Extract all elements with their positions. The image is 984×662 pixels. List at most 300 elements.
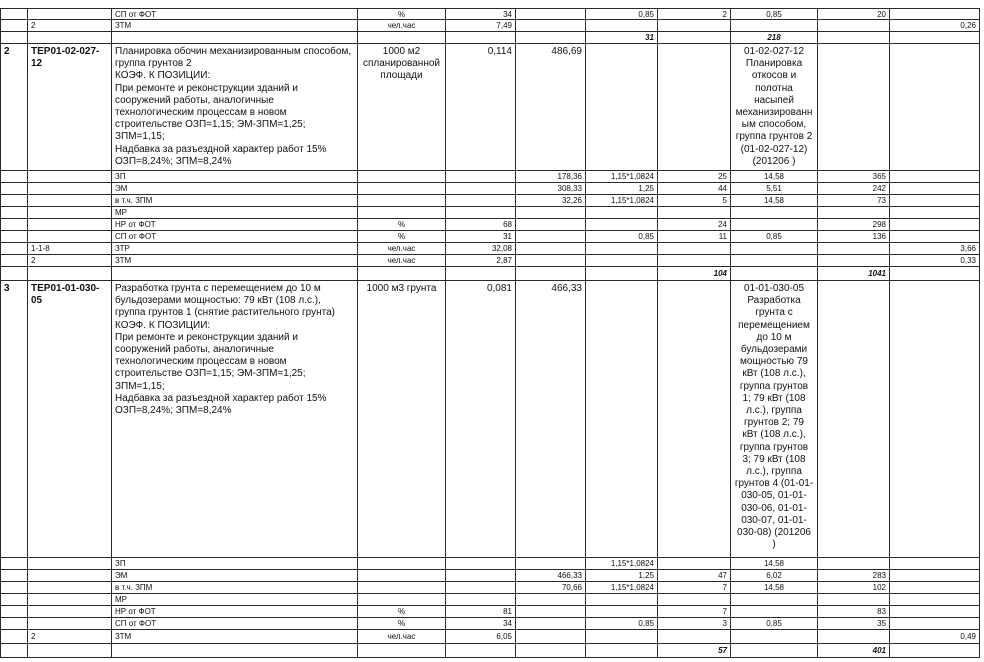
table-cell bbox=[818, 644, 890, 658]
cell-text: 31 bbox=[503, 232, 512, 241]
table-cell bbox=[358, 594, 446, 606]
cell-text: СП от ФОТ bbox=[115, 10, 157, 19]
table-cell bbox=[446, 558, 516, 570]
table-cell bbox=[658, 8, 731, 20]
cell-text: 14,58 bbox=[763, 559, 785, 568]
table-cell bbox=[358, 570, 446, 582]
table-row bbox=[0, 558, 984, 570]
cell-text: 1041 bbox=[868, 269, 886, 278]
cell-text: 104 bbox=[713, 269, 727, 278]
cell-text: 0,85 bbox=[638, 10, 654, 19]
table-cell bbox=[890, 243, 980, 255]
table-cell bbox=[586, 618, 658, 630]
cell-text: 25 bbox=[718, 172, 727, 181]
table-cell bbox=[818, 32, 890, 44]
table-cell bbox=[516, 594, 586, 606]
table-cell bbox=[28, 207, 112, 219]
table-cell bbox=[516, 44, 586, 171]
table-cell bbox=[0, 255, 28, 267]
cell-text: ЗП bbox=[115, 172, 126, 181]
cell-text: 3,66 bbox=[960, 244, 976, 253]
cell-text: 6,05 bbox=[496, 632, 512, 641]
table-cell bbox=[28, 219, 112, 231]
table-cell bbox=[0, 32, 28, 44]
table-cell bbox=[658, 618, 731, 630]
cell-text: 32,26 bbox=[561, 196, 582, 205]
table-cell bbox=[890, 255, 980, 267]
cell-text: 2 bbox=[31, 256, 36, 265]
table-cell bbox=[818, 243, 890, 255]
table-cell bbox=[358, 219, 446, 231]
table-cell bbox=[818, 183, 890, 195]
table-cell bbox=[28, 281, 112, 558]
table-cell bbox=[446, 20, 516, 32]
cell-text: % bbox=[397, 619, 406, 628]
table-cell bbox=[446, 644, 516, 658]
table-cell bbox=[516, 195, 586, 207]
cell-text: 83 bbox=[877, 607, 886, 616]
cell-text: 7,49 bbox=[496, 21, 512, 30]
cell-text: 1,15*1,0824 bbox=[610, 559, 654, 568]
cell-text: 32,08 bbox=[491, 244, 512, 253]
cell-text: 34 bbox=[503, 10, 512, 19]
table-cell bbox=[890, 231, 980, 243]
table-cell bbox=[586, 644, 658, 658]
cell-text: СП от ФОТ bbox=[115, 232, 157, 241]
table-cell bbox=[0, 183, 28, 195]
table-cell bbox=[890, 32, 980, 44]
table-row bbox=[0, 594, 984, 606]
cell-text: 0,85 bbox=[638, 619, 654, 628]
table-cell bbox=[586, 255, 658, 267]
table-cell bbox=[516, 570, 586, 582]
table-cell bbox=[446, 570, 516, 582]
cell-text: % bbox=[397, 220, 406, 229]
table-cell bbox=[358, 195, 446, 207]
cell-text: 6,02 bbox=[766, 571, 782, 580]
table-cell bbox=[0, 219, 28, 231]
table-cell bbox=[112, 644, 358, 658]
table-cell bbox=[28, 20, 112, 32]
table-cell bbox=[358, 606, 446, 618]
table-cell bbox=[516, 582, 586, 594]
table-cell bbox=[358, 644, 446, 658]
table-cell bbox=[112, 255, 358, 267]
cell-text: 57 bbox=[718, 646, 727, 655]
cell-text: ЗТМ bbox=[115, 21, 132, 30]
table-cell bbox=[658, 255, 731, 267]
table-cell bbox=[731, 195, 818, 207]
table-cell bbox=[358, 171, 446, 183]
table-cell bbox=[658, 582, 731, 594]
table-row bbox=[0, 255, 984, 267]
table-cell bbox=[658, 183, 731, 195]
table-cell bbox=[0, 618, 28, 630]
table-cell bbox=[890, 8, 980, 20]
table-cell bbox=[818, 570, 890, 582]
table-cell bbox=[0, 231, 28, 243]
table-cell bbox=[586, 594, 658, 606]
table-cell bbox=[112, 207, 358, 219]
table-cell bbox=[658, 32, 731, 44]
cell-text: 486,69 bbox=[551, 46, 582, 57]
table-cell bbox=[658, 570, 731, 582]
table-cell bbox=[586, 606, 658, 618]
table-cell bbox=[112, 32, 358, 44]
table-row bbox=[0, 207, 984, 219]
table-cell bbox=[446, 582, 516, 594]
table-cell bbox=[358, 32, 446, 44]
cell-text: 242 bbox=[872, 184, 886, 193]
cell-text: 14,58 bbox=[763, 172, 785, 181]
table-cell bbox=[112, 267, 358, 281]
table-cell bbox=[0, 630, 28, 644]
table-cell bbox=[731, 570, 818, 582]
table-row bbox=[0, 20, 984, 32]
table-cell bbox=[731, 8, 818, 20]
cell-text: МР bbox=[115, 208, 127, 217]
cell-text: чел.час bbox=[387, 21, 416, 30]
table-cell bbox=[0, 20, 28, 32]
table-cell bbox=[731, 243, 818, 255]
cell-text: 5,51 bbox=[766, 184, 782, 193]
table-cell bbox=[516, 281, 586, 558]
table-cell bbox=[731, 255, 818, 267]
cell-text: 283 bbox=[872, 571, 886, 580]
table-row bbox=[0, 32, 984, 44]
table-cell bbox=[516, 8, 586, 20]
cell-text: 44 bbox=[718, 184, 727, 193]
table-cell bbox=[0, 582, 28, 594]
table-cell bbox=[28, 594, 112, 606]
table-cell bbox=[446, 618, 516, 630]
cell-text: Планировка обочин механизированным способом, группа грунтов 2 КОЭФ. К ПОЗИЦИИ: При ремонте и реконструкции зданий и сооружений работы, аналогичные технологическим процессам в новом строительстве ОЗП=1,15; ЭМ-ЗПМ=1,25; ЗПМ=1,15; Надбавка за разъездной характер работ 15% ОЗП=8,24%; ЗПМ=8,24% bbox=[115, 46, 352, 167]
table-cell bbox=[586, 582, 658, 594]
table-cell bbox=[658, 207, 731, 219]
table-cell bbox=[446, 594, 516, 606]
cell-text: НР от ФОТ bbox=[115, 607, 156, 616]
table-cell bbox=[890, 44, 980, 171]
table-cell bbox=[516, 183, 586, 195]
table-row bbox=[0, 183, 984, 195]
table-cell bbox=[0, 195, 28, 207]
table-cell bbox=[446, 281, 516, 558]
cell-text: ЗТР bbox=[115, 244, 130, 253]
table-cell bbox=[28, 644, 112, 658]
cell-text: % bbox=[397, 607, 406, 616]
cell-text: 14,58 bbox=[763, 196, 785, 205]
cell-text: 73 bbox=[877, 196, 886, 205]
table-cell bbox=[658, 195, 731, 207]
table-cell bbox=[890, 594, 980, 606]
cell-text: ЗТМ bbox=[115, 256, 132, 265]
table-cell bbox=[818, 281, 890, 558]
cell-text: 0,85 bbox=[766, 232, 782, 241]
table-cell bbox=[890, 558, 980, 570]
table-cell bbox=[28, 231, 112, 243]
cell-text: 70,66 bbox=[561, 583, 582, 592]
table-cell bbox=[516, 644, 586, 658]
table-cell bbox=[818, 267, 890, 281]
cell-text: 0,26 bbox=[960, 21, 976, 30]
table-cell bbox=[516, 606, 586, 618]
table-cell bbox=[658, 44, 731, 171]
table-cell bbox=[28, 195, 112, 207]
cell-text: 466,33 bbox=[557, 571, 582, 580]
table-cell bbox=[731, 594, 818, 606]
table-cell bbox=[818, 171, 890, 183]
table-cell bbox=[658, 644, 731, 658]
table-cell bbox=[28, 558, 112, 570]
table-cell bbox=[112, 570, 358, 582]
table-cell bbox=[446, 207, 516, 219]
cell-text: 308,33 bbox=[557, 184, 582, 193]
table-cell bbox=[112, 243, 358, 255]
table-cell bbox=[28, 32, 112, 44]
cell-text: 3 bbox=[4, 283, 10, 294]
table-cell bbox=[0, 644, 28, 658]
table-cell bbox=[890, 281, 980, 558]
table-cell bbox=[658, 219, 731, 231]
table-cell bbox=[516, 255, 586, 267]
cell-text: 2 bbox=[4, 46, 10, 57]
table-cell bbox=[818, 20, 890, 32]
table-cell bbox=[731, 558, 818, 570]
table-row bbox=[0, 618, 984, 630]
table-cell bbox=[446, 243, 516, 255]
table-cell bbox=[890, 644, 980, 658]
cell-text: 5 bbox=[722, 196, 727, 205]
table-cell bbox=[446, 606, 516, 618]
cell-text: 7 bbox=[722, 583, 727, 592]
table-cell bbox=[890, 267, 980, 281]
cell-text: 1000 м3 грунта bbox=[366, 283, 437, 294]
table-cell bbox=[890, 570, 980, 582]
table-row bbox=[0, 231, 984, 243]
cell-text: 11 bbox=[718, 232, 727, 241]
table-cell bbox=[890, 207, 980, 219]
cell-text: 1,15*1,0824 bbox=[610, 196, 654, 205]
table-cell bbox=[586, 243, 658, 255]
cell-text: 0,85 bbox=[766, 10, 782, 19]
table-cell bbox=[818, 558, 890, 570]
cell-text: 14,58 bbox=[763, 583, 785, 592]
table-cell bbox=[0, 570, 28, 582]
table-cell bbox=[446, 630, 516, 644]
table-row bbox=[0, 570, 984, 582]
table-cell bbox=[731, 582, 818, 594]
table-cell bbox=[358, 281, 446, 558]
table-cell bbox=[818, 255, 890, 267]
table-row bbox=[0, 44, 984, 171]
table-cell bbox=[446, 255, 516, 267]
table-cell bbox=[358, 243, 446, 255]
table-cell bbox=[658, 243, 731, 255]
table-cell bbox=[818, 594, 890, 606]
table-cell bbox=[28, 570, 112, 582]
table-cell bbox=[358, 44, 446, 171]
table-cell bbox=[586, 570, 658, 582]
cell-text: 2 bbox=[31, 632, 36, 641]
table-cell bbox=[358, 207, 446, 219]
cell-text: ЭМ bbox=[115, 184, 128, 193]
table-cell bbox=[818, 606, 890, 618]
table-cell bbox=[658, 630, 731, 644]
table-cell bbox=[731, 618, 818, 630]
cell-text: 24 bbox=[718, 220, 727, 229]
cell-text: 102 bbox=[872, 583, 886, 592]
table-cell bbox=[516, 207, 586, 219]
table-cell bbox=[890, 582, 980, 594]
table-cell bbox=[112, 606, 358, 618]
cell-text: 1,15*1,0824 bbox=[610, 583, 654, 592]
table-cell bbox=[516, 20, 586, 32]
cell-text: ТЕР01-02-027-12 bbox=[31, 46, 100, 70]
cell-text: 401 bbox=[872, 646, 886, 655]
table-row bbox=[0, 171, 984, 183]
cell-text: 1,15*1,0824 bbox=[610, 172, 654, 181]
table-cell bbox=[818, 231, 890, 243]
table-cell bbox=[586, 171, 658, 183]
table-cell bbox=[658, 267, 731, 281]
table-cell bbox=[0, 243, 28, 255]
table-cell bbox=[0, 207, 28, 219]
table-cell bbox=[890, 606, 980, 618]
table-cell bbox=[731, 219, 818, 231]
cell-text: 1,25 bbox=[638, 571, 654, 580]
table-cell bbox=[586, 281, 658, 558]
table-cell bbox=[731, 281, 818, 558]
table-cell bbox=[586, 267, 658, 281]
table-cell bbox=[586, 207, 658, 219]
cell-text: 01-02-027-12 Планировка откосов и полотна насыпей механизированн ым способом, группа грунтов 2 (01-02-027-12) (201206 ) bbox=[735, 46, 813, 167]
table-cell bbox=[28, 267, 112, 281]
table-row bbox=[0, 582, 984, 594]
table-cell bbox=[446, 183, 516, 195]
table-cell bbox=[112, 630, 358, 644]
table-cell bbox=[658, 606, 731, 618]
table-cell bbox=[731, 630, 818, 644]
cell-text: ТЕР01-01-030-05 bbox=[31, 283, 100, 307]
table-cell bbox=[446, 44, 516, 171]
table-cell bbox=[28, 618, 112, 630]
table-cell bbox=[446, 219, 516, 231]
cell-text: 47 bbox=[718, 571, 727, 580]
cell-text: 0,114 bbox=[487, 46, 512, 57]
table-cell bbox=[586, 44, 658, 171]
cell-text: % bbox=[397, 232, 406, 241]
table-cell bbox=[446, 171, 516, 183]
cell-text: в т.ч. ЗПМ bbox=[115, 196, 153, 205]
cell-text: 0,49 bbox=[960, 632, 976, 641]
cell-text: 3 bbox=[722, 619, 727, 628]
cell-text: 1,25 bbox=[638, 184, 654, 193]
table-cell bbox=[516, 630, 586, 644]
table-cell bbox=[112, 195, 358, 207]
table-cell bbox=[586, 183, 658, 195]
table-cell bbox=[516, 231, 586, 243]
table-cell bbox=[658, 558, 731, 570]
table-cell bbox=[586, 195, 658, 207]
table-row bbox=[0, 8, 984, 20]
cell-text: 0,85 bbox=[766, 619, 782, 628]
table-cell bbox=[516, 219, 586, 231]
table-cell bbox=[586, 32, 658, 44]
cell-text: НР от ФОТ bbox=[115, 220, 156, 229]
cell-text: 2 bbox=[31, 21, 36, 30]
table-cell bbox=[0, 594, 28, 606]
table-cell bbox=[358, 558, 446, 570]
cell-text: МР bbox=[115, 595, 127, 604]
table-cell bbox=[358, 231, 446, 243]
table-cell bbox=[446, 32, 516, 44]
table-row bbox=[0, 219, 984, 231]
cell-text: чел.час bbox=[387, 632, 416, 641]
table-row bbox=[0, 606, 984, 618]
table-cell bbox=[112, 231, 358, 243]
table-cell bbox=[818, 207, 890, 219]
cell-text: 0,33 bbox=[960, 256, 976, 265]
table-cell bbox=[890, 195, 980, 207]
cell-text: 81 bbox=[503, 607, 512, 616]
table-cell bbox=[818, 219, 890, 231]
table-cell bbox=[890, 183, 980, 195]
table-cell bbox=[731, 267, 818, 281]
table-cell bbox=[890, 20, 980, 32]
table-cell bbox=[890, 219, 980, 231]
cell-text: 35 bbox=[877, 619, 886, 628]
table-cell bbox=[658, 281, 731, 558]
table-cell bbox=[112, 281, 358, 558]
table-cell bbox=[516, 267, 586, 281]
table-cell bbox=[731, 606, 818, 618]
table-cell bbox=[0, 558, 28, 570]
table-cell bbox=[658, 231, 731, 243]
cell-text: ЗТМ bbox=[115, 632, 132, 641]
table-cell bbox=[112, 558, 358, 570]
cell-text: 2 bbox=[722, 10, 727, 19]
table-row bbox=[0, 281, 984, 558]
cell-text: ЗП bbox=[115, 559, 126, 568]
table-cell bbox=[731, 44, 818, 171]
table-cell bbox=[112, 171, 358, 183]
table-cell bbox=[658, 594, 731, 606]
table-cell bbox=[112, 582, 358, 594]
cell-text: 20 bbox=[877, 10, 886, 19]
table-cell bbox=[516, 243, 586, 255]
table-cell bbox=[0, 171, 28, 183]
table-cell bbox=[446, 195, 516, 207]
table-cell bbox=[516, 618, 586, 630]
cell-text: 178,36 bbox=[557, 172, 582, 181]
cell-text: ЭМ bbox=[115, 571, 128, 580]
table-cell bbox=[358, 183, 446, 195]
table-cell bbox=[0, 267, 28, 281]
table-cell bbox=[731, 231, 818, 243]
table-cell bbox=[890, 630, 980, 644]
table-cell bbox=[516, 558, 586, 570]
table-cell bbox=[112, 8, 358, 20]
cell-text: СП от ФОТ bbox=[115, 619, 157, 628]
table-cell bbox=[28, 255, 112, 267]
table-cell bbox=[112, 618, 358, 630]
table-row bbox=[0, 644, 984, 658]
table-cell bbox=[0, 606, 28, 618]
table-cell bbox=[28, 8, 112, 20]
table-cell bbox=[731, 183, 818, 195]
table-cell bbox=[28, 606, 112, 618]
table-cell bbox=[586, 231, 658, 243]
